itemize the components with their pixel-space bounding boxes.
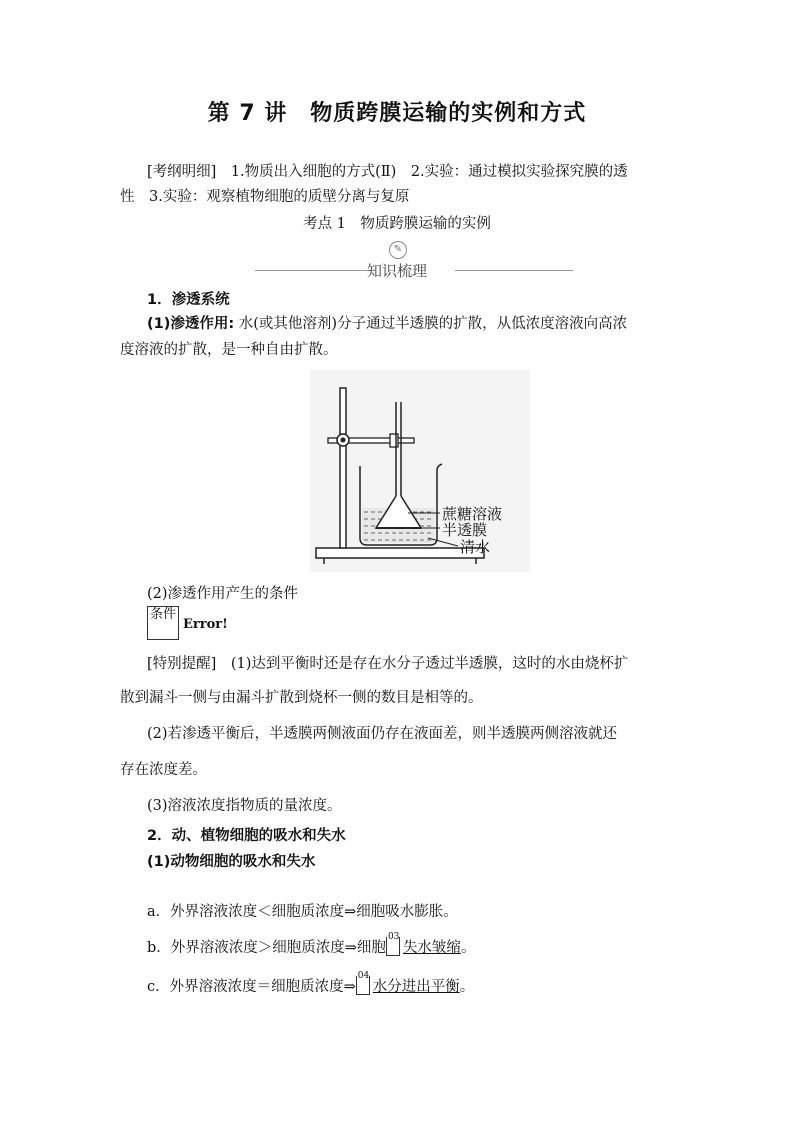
knowledge-icon: ✎ — [389, 241, 407, 259]
item-c-end: 。 — [459, 979, 475, 995]
knowledge-heading: 知识梳理 — [366, 262, 427, 280]
section2-heading: 2．动、植物细胞的吸水和失水 — [147, 828, 346, 844]
error-text: Error! — [183, 617, 228, 632]
osmosis-definition — [147, 312, 627, 336]
tip2-line1: (2)若渗透平衡后，半透膜两侧液面仍存在液面差，则半透膜两侧溶液就还 — [147, 726, 618, 742]
tip1-line1: [特别提醒] (1)达到平衡时还是存在水分子透过半透膜，这时的水由烧杯扩 — [147, 656, 629, 672]
item-b — [147, 932, 476, 960]
answer-03: 失水皱缩 — [402, 940, 461, 956]
tip3: (3)溶液浓度指物质的量浓度。 — [147, 798, 342, 814]
tip1-line2: 散到漏斗一侧与由漏斗扩散到烧杯一侧的数目是相等的。 — [120, 690, 483, 706]
label-water: 清水 — [460, 538, 491, 556]
osmosis-desc: 水(或其他溶剂)分子通过半透膜的扩散，从低浓度溶液向高浓 — [234, 316, 628, 332]
item-b-end: 。 — [460, 940, 476, 956]
kaogang-line-1: [考纲明细] 1.物质出入细胞的方式(Ⅱ) 2.实验：通过模拟实验探究膜的透 — [147, 164, 628, 180]
item-a: a．外界溶液浓度＜细胞质浓度⇒细胞吸水膨胀。 — [147, 904, 458, 920]
osmosis-conditions-heading: (2)渗透作用产生的条件 — [147, 586, 299, 602]
answer-box-04 — [356, 971, 370, 995]
section1-heading: 1．渗透系统 — [147, 292, 230, 308]
label-membrane: 半透膜 — [442, 521, 488, 539]
answer-04: 水分进出平衡 — [372, 979, 460, 995]
osmosis-term: (1)渗透作用: — [147, 316, 235, 332]
conditions-box: 条件 — [147, 606, 179, 640]
page-title: 第 7 讲 物质跨膜运输的实例和方式 — [207, 101, 587, 126]
section2-sub-heading: (1)动物细胞的吸水和失水 — [147, 854, 316, 870]
answer-box-03 — [386, 932, 400, 956]
tip2-line2: 存在浓度差。 — [120, 762, 207, 778]
kaogang-line-2: 性 3.实验：观察植物细胞的质壁分离与复原 — [120, 189, 410, 205]
item-c — [147, 971, 475, 999]
item-c-text: c．外界溶液浓度＝细胞质浓度⇒ — [147, 979, 356, 995]
item-b-text: b．外界溶液浓度＞细胞质浓度⇒细胞 — [147, 940, 386, 956]
osmosis-apparatus-figure — [310, 370, 530, 572]
label-sucrose: 蔗糖溶液 — [442, 505, 503, 523]
answer-number-03: 03 — [387, 932, 400, 942]
answer-number-04: 04 — [357, 971, 370, 981]
kaodian-heading: 考点 1 物质跨膜运输的实例 — [303, 216, 491, 232]
osmosis-definition-line2: 度溶液的扩散，是一种自由扩散。 — [120, 342, 338, 358]
